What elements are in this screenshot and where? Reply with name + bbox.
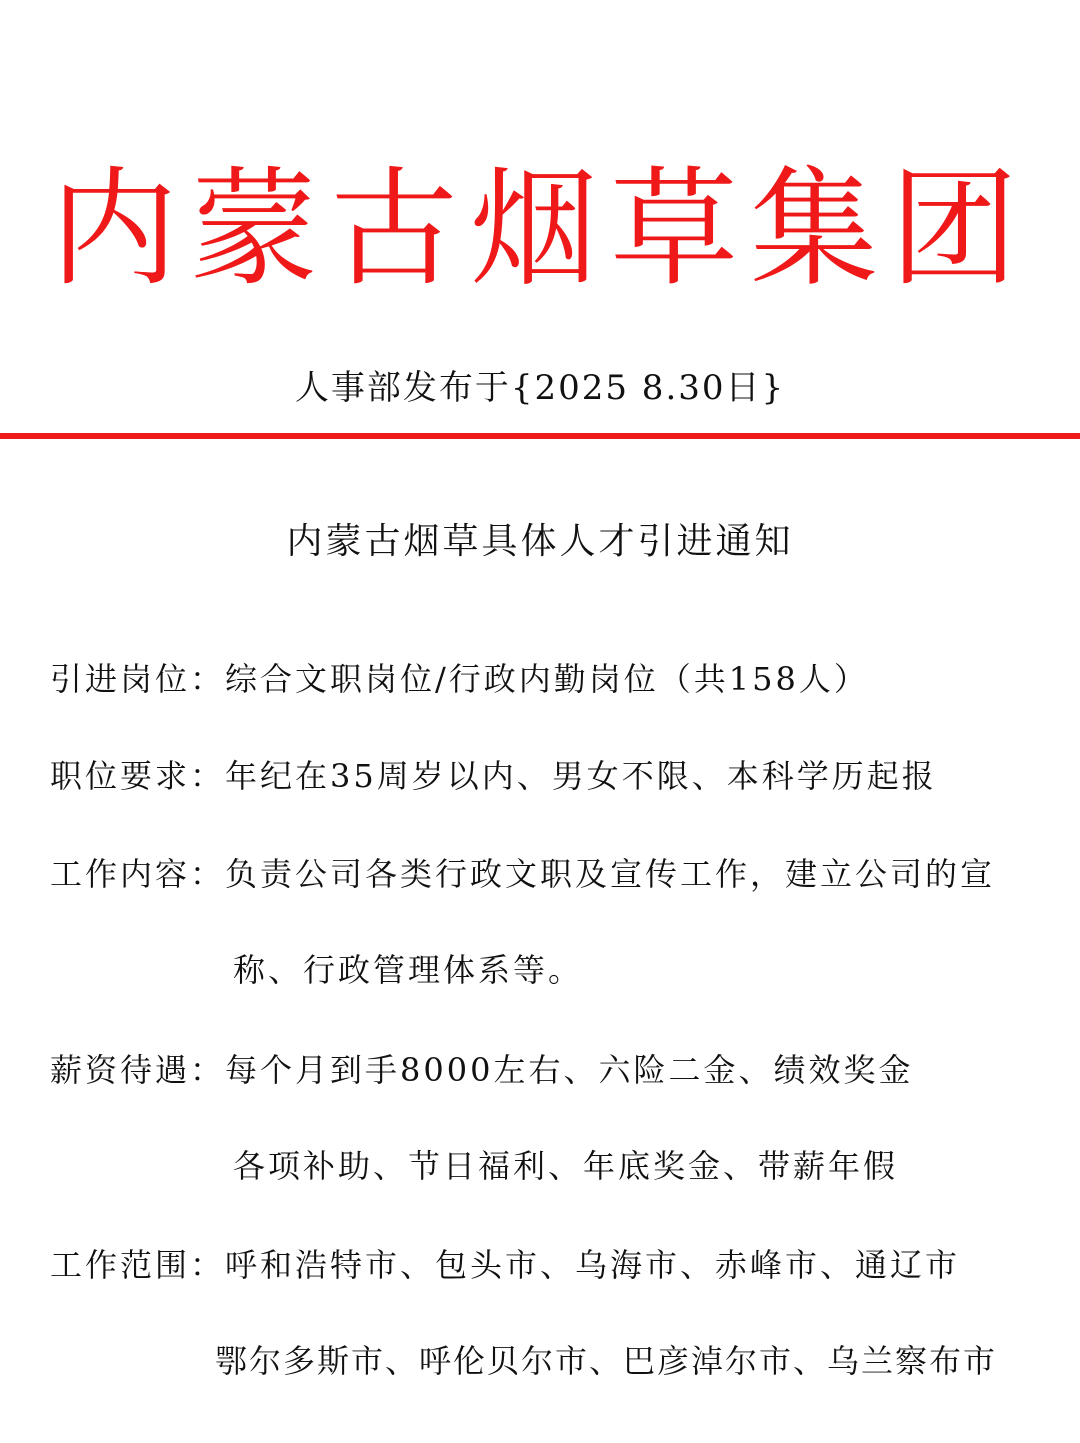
section-requirements (50, 752, 937, 800)
section-salary-continued: 各项补助、节日福利、年底奖金、带薪年假 (233, 1147, 899, 1185)
section-label: 工作范围： (50, 1246, 226, 1284)
section-locations-continued: 鄂尔多斯市、呼伦贝尔市、巴彦淖尔市、乌兰察布市 (215, 1342, 998, 1380)
section-duties-continued: 称、行政管理体系等。 (233, 951, 584, 989)
section-text: 呼和浩特市、包头市、乌海市、赤峰市、通辽市 (225, 1246, 961, 1284)
section-text: 综合文职岗位/行政内勤岗位（共158人） (225, 660, 869, 698)
section-label: 职位要求： (50, 757, 226, 795)
section-salary (50, 1046, 913, 1094)
notice-title: 内蒙古烟草具体人才引进通知 (286, 521, 794, 562)
section-label: 工作内容： (50, 855, 226, 893)
red-divider (0, 433, 1080, 439)
section-text: 负责公司各类行政文职及宣传工作，建立公司的宣 (225, 855, 996, 893)
issued-by-line: 人事部发布于{2025 8.30日} (294, 368, 786, 408)
organization-masthead: 内蒙古烟草集团 (49, 155, 1030, 304)
section-label: 引进岗位： (50, 660, 226, 698)
section-positions (50, 655, 869, 703)
section-text: 每个月到手8000左右、六险二金、绩效奖金 (225, 1051, 914, 1089)
section-duties (50, 850, 995, 898)
section-text: 年纪在35周岁以内、男女不限、本科学历起报 (225, 757, 937, 795)
section-label: 薪资待遇： (50, 1051, 226, 1089)
section-locations (50, 1241, 960, 1289)
